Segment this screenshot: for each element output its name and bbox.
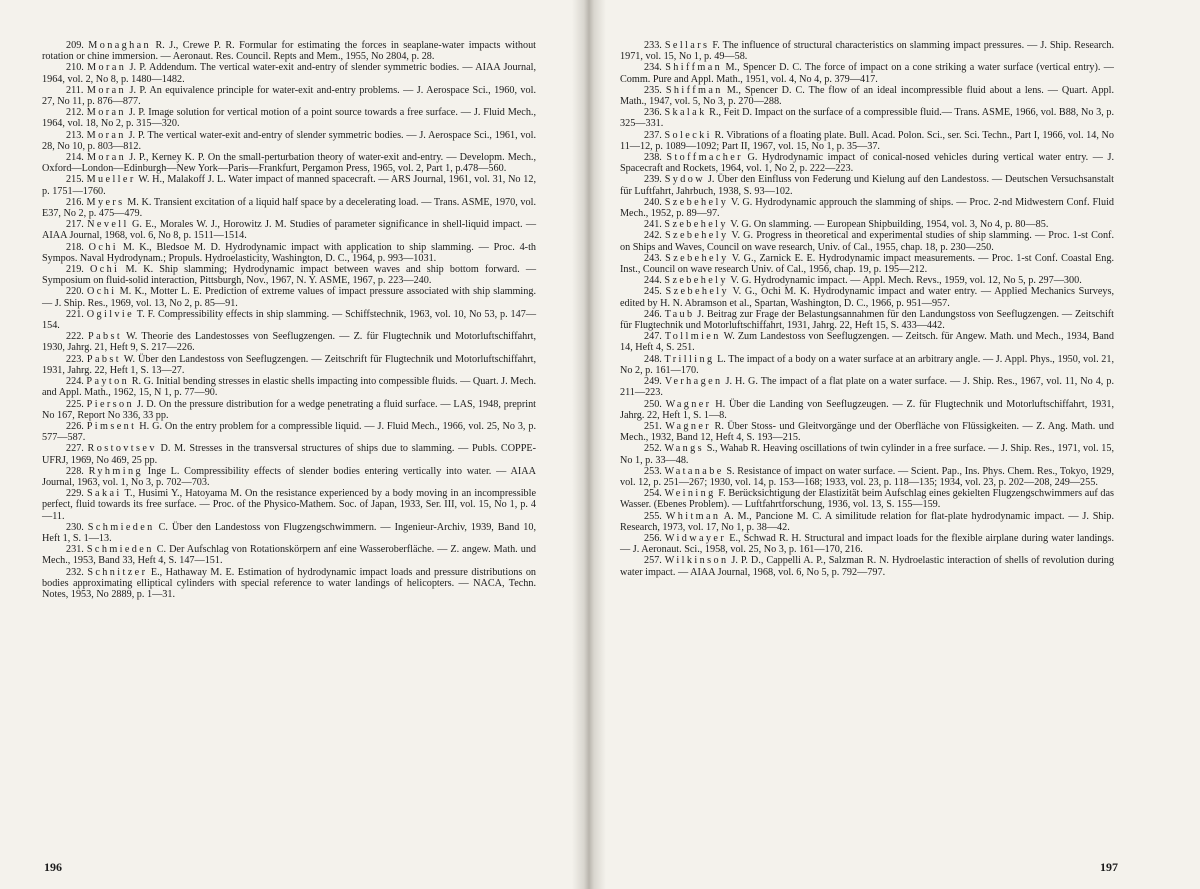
reference-entry [620,466,1114,488]
reference-text: W. H., Malakoff J. L. Water impact of manned spacecraft. — ARS Journal, 1961, vol. 31, No 12, p. 1751—1760. [42,174,536,197]
reference-number: 213. [66,129,84,141]
reference-number: 248. [644,353,662,365]
reference-entry [620,174,1114,196]
reference-number: 236. [644,107,662,119]
reference-number: 251. [644,420,662,432]
reference-entry [42,544,536,566]
reference-text: V. G. Hydrodynamic impact. — Appl. Mech. Revs., 1959, vol. 12, No 5, p. 297—300. [727,275,1082,287]
reference-number: 233. [644,40,662,51]
reference-entry [42,331,536,353]
reference-text: H. G. On the entry problem for a compressible liquid. — J. Fluid Mech., 1966, vol. 25, No 3, p. 577—587. [42,420,537,444]
reference-entry [42,286,536,308]
reference-author: Mueller [86,174,136,186]
reference-number: 239. [644,174,662,186]
reference-number: 210. [66,62,84,74]
reference-number: 215. [66,174,84,186]
reference-entry [620,275,1114,286]
reference-author: Schnitzer [87,566,148,578]
reference-text: M. K., Motter L. E. Prediction of extreme values of impact pressure associated with ship slamming. — J. Ship. Res., 1969, vol. 13, No 2, p. 85—91. [42,286,537,309]
reference-number: 221. [66,308,84,320]
reference-number: 238. [644,152,662,164]
reference-text: C. Der Aufschlag von Rotationskörpern anf eine Wasseroberfläche. — Z. angew. Math. und Mech., 1953, Band 33, Heft 4, S. 147—151. [42,544,537,567]
reference-text: R. Über Stoss- und Gleitvorgänge und der Oberfläche von Flüssigkeiten. — Z. Ang. Math. und Mech., 1932, Band 12, Heft 4, S. 193—215. [620,420,1115,444]
reference-text: W. Zum Landestoss von Seeflugzengen. — Zeitsch. für Angew. Math. und Mech., 1934, Band 14, Heft 4, S. 251. [620,331,1114,354]
reference-author: Myers [86,196,125,208]
reference-author: Schmieden [87,521,155,533]
reference-entry [620,309,1114,331]
reference-entry [42,309,536,331]
reference-author: Watanabe [664,465,724,477]
reference-number: 237. [644,129,662,141]
reference-author: Widwayer [664,532,727,544]
reference-number: 230. [66,521,84,533]
reference-entry [42,242,536,264]
reference-author: Szebehely [664,275,728,287]
reference-entry [620,62,1114,84]
reference-entry [42,40,536,62]
reference-author: Sakai [86,488,122,500]
reference-number: 250. [644,398,662,410]
reference-text: M., Spencer D. C. The flow of an ideal incompressible fluid about a lens. — Quart. Appl. Math., 1947, vol. 5, No 3, p. 270—288. [620,84,1115,108]
reference-author: Sydow [664,174,706,186]
reference-entry [42,130,536,152]
reference-number: 249. [644,376,662,388]
reference-author: Taub [664,308,695,320]
reference-author: Moran [86,84,127,96]
reference-entry [42,522,536,544]
reference-entry [42,399,536,421]
reference-entry [42,152,536,174]
reference-entry [620,399,1114,421]
reference-number: 227. [66,443,84,455]
reference-text: Inge L. Compressibility effects of slender bodies entering vertically into water. — AIAA Journal, 1963, vol. 1, No 3, p. 702—703. [42,465,536,488]
reference-entry [620,253,1114,275]
reference-text: H. Über die Landing von Seeflugzeugen. — Z. für Flugtechnik und Motorluftschiffahrt, 1931, Jahrg. 22, Heft 1, S. 1—8. [620,398,1114,421]
reference-author: Wilkinson [664,555,729,567]
reference-text: L. The impact of a body on a water surface at an arbitrary angle. — J. Appl. Phys., 1950, vol. 21, No 2, p. 161—170. [620,353,1114,376]
reference-entry [42,264,536,286]
reference-author: Sellars [664,40,710,51]
reference-entry [620,354,1114,376]
reference-text: M. K. Ship slamming; Hydrodynamic impact between waves and ship bottom forward. — Symposium on fluid-solid interaction, Pittsburgh, Nov., 1967, N. Y. ASME, 1967, p. 223—240. [42,264,537,287]
reference-author: Pimsent [86,420,137,432]
reference-entry [42,107,536,129]
reference-number: 246. [644,308,662,320]
reference-text: T. F. Compressibility effects in ship slamming. — Schiffstechnik, 1963, vol. 10, No 53, p. 147—154. [42,308,537,332]
reference-entry [42,174,536,196]
reference-author: Szebehely [664,230,729,242]
reference-number: 232. [66,566,84,578]
reference-entry [42,376,536,398]
reference-number: 253. [644,465,662,477]
reference-author: Schmieden [86,544,154,556]
reference-entry [620,488,1114,510]
reference-author: Nevell [87,219,129,231]
reference-entry [42,443,536,465]
reference-number: 223. [66,353,84,365]
reference-entry [620,230,1114,252]
reference-entry [42,567,536,601]
reference-text: R. J., Crewe P. R. Formular for estimating the forces in seaplane-water impacts without rotation or chine immersion. — Aeronaut. Res. Council. Repts and Mem., 1955, No 2804, p. 28. [42,40,537,63]
reference-author: Ryhming [88,465,143,477]
reference-author: Moran [87,62,127,74]
reference-entry [620,197,1114,219]
reference-text: D. M. Stresses in the transversal structures of ships due to slamming. — Publs. COPPE-UFRJ, 1969, No 469, 25 pp. [42,443,537,466]
reference-text: R., Feit D. Impact on the surface of a compressible fluid.— Trans. ASME, 1966, vol. B88, No 3, p. 325—331. [620,107,1114,130]
reference-number: 235. [644,84,662,96]
reference-number: 240. [644,196,662,208]
reference-number: 222. [66,331,84,343]
reference-text: A. M., Pancione M. C. A similitude relation for flat-plate hydrodynamic impact. — J. Ship. Research, 1973, vol. 17, No 1, p. 38—42. [620,510,1114,533]
reference-text: E., Hathaway M. E. Estimation of hydrodynamic impact loads and pressure distributions on bodies approximating elliptical cylinders with special reference to water landings of helicopters. — NACA, Techn. Notes, 1953, No 2889, p. 1—31. [42,566,537,600]
right-reference-list [620,40,1114,578]
reference-text: F. The influence of structural characteristics on slamming impact pressures. — J. Ship. Research. 1971, vol. 15, No 1, p. 49—58. [620,40,1115,63]
reference-text: W. Über den Landestoss von Seeflugzengen. — Zeitschrift für Flugtechnik und Motorluftschiffahrt, 1931, Jahrg. 22, Heft 1, S. 13—27. [42,353,536,376]
reference-number: 217. [66,219,84,231]
reference-author: Tollmien [664,331,721,343]
reference-entry [42,466,536,488]
reference-author: Ochi [87,286,117,298]
reference-number: 220. [66,286,84,298]
reference-author: Weining [664,488,716,500]
reference-text: J. P. Addendum. The vertical water-exit and-entry of slender symmetric bodies. — AIAA Journal, 1964, vol. 2, No 8, p. 1480—1482. [42,62,536,85]
right-page-number: 197 [1100,860,1118,874]
book-gutter [572,0,606,889]
reference-number: 241. [644,219,662,231]
reference-text: J. P. The vertical water-exit and-entry of slender symmetric bodies. — J. Aerospace Sci., 1961, vol. 28, No 10, p. 803—812. [42,129,536,152]
reference-entry [620,130,1114,152]
reference-entry [42,354,536,376]
left-reference-list [42,40,536,600]
reference-author: Ogilvie [86,308,135,320]
reference-author: Monaghan [88,40,152,51]
reference-entry [620,40,1114,62]
reference-number: 216. [66,196,84,208]
reference-text: C. Über den Landestoss von Flugzengschwimmern. — Ingenieur-Archiv, 1939, Band 10, Heft 1, S. 1—13. [42,521,536,544]
reference-entry [42,488,536,522]
reference-author: Trilling [664,353,715,365]
reference-author: Shiffman [665,62,723,74]
reference-text: J. P., Kerney K. P. On the small-perturbation theory of water-exit and-entry. — Developm. Mech., Oxford—London—Edinburgh—New York—Paris—Frankfurt, Pergamon Press, 1965, vol. 2, Part 1, p.478—560. [42,152,537,175]
reference-text: F. Berücksichtigung der Elastizität beim Aufschlag eines gekielten Flugzengschwimmers auf das Wasser. (Ebenes Problem). — Luftfahrtforschung, 1936, vol. 13, S. 155—159. [620,488,1115,511]
reference-text: R. Vibrations of a floating plate. Bull. Acad. Polon. Sci., ser. Sci. Techn., Part I, 1966, vol. 14, No 11—12, p. 1089—1092; Part II, 1967, vol. 15, No 1, p. 35—37. [620,129,1114,152]
reference-author: Rostovtsev [87,443,157,455]
reference-number: 231. [66,544,84,556]
reference-number: 255. [644,510,662,522]
reference-text: S. Resistance of impact on water surface. — Scient. Pap., Ins. Phys. Chem. Res., Tokyo, 1929, vol. 12, p. 251—267; 1930, vol. 14, p. 153—168; 1933, vol. 23, p. 118—135; 1934, vol. 23, p. 202—208, 249—255. [620,465,1114,488]
right-page [620,40,1114,879]
reference-number: 225. [66,398,84,410]
reference-entry [42,85,536,107]
reference-author: Ochi [89,264,120,276]
reference-entry [620,286,1114,308]
reference-author: Solecki [664,129,712,141]
reference-author: Pierson [86,398,135,410]
reference-text: V. G. Hydrodynamic approuch the slamming of ships. — Proc. 2-nd Midwestern Conf. Fluid Mech., 1952, p. 89—97. [620,196,1114,220]
reference-entry [620,376,1114,398]
reference-text: J. D. On the pressure distribution for a wedge penetrating a fluid surface. — LAS, 1948, preprint No 167, Report No 336, 33 pp. [42,398,536,421]
reference-number: 234. [644,62,662,74]
reference-number: 242. [644,230,662,242]
reference-author: Whitman [665,510,721,522]
reference-number: 226. [66,420,84,432]
reference-number: 257. [644,555,662,567]
reference-author: Pabst [88,331,123,343]
reference-number: 212. [66,107,84,119]
reference-text: V. G. On slamming. — European Shipbuilding, 1954, vol. 3, No 4, p. 80—85. [727,219,1049,231]
reference-text: J. P. An equivalence principle for water-exit and-entry problems. — J. Aerospace Sci., 1960, vol. 27, No 11, p. 876—877. [42,84,536,108]
reference-text: E., Schwad R. H. Structural and impact loads for the flexible airplane during water landings. — J. Aeronaut. Sci., 1958, vol. 25, No 3, p. 161—170, 216. [620,532,1114,556]
reference-text: V. G., Zarnick E. E. Hydrodynamic impact measurements. — Proc. 1-st Conf. Coastal Eng. Inst., Council on wave research Univ. of Cal., 1956, chap. 19, p. 195—212. [620,252,1114,276]
reference-text: J. P. Image solution for vertical motion of a point source towards a free surface. — J. Fluid Mech., 1964, vol. 18, No 2, p. 315—320. [42,107,537,130]
reference-entry [620,331,1114,353]
reference-author: Moran [86,129,126,141]
reference-author: Wagner [665,398,712,410]
reference-author: Moran [86,107,126,119]
reference-author: Szebehely [664,219,728,231]
reference-text: J. Beitrag zur Frage der Belastungsannahmen für den Landungstoss von Seeflugzengen. — Zeitschift für Flugtechnik und Motorluftschiffahrt, 1931, Jahrg. 22, Heft 15, S. 433—442. [620,308,1115,332]
reference-entry [42,219,536,241]
reference-text: J. Über den Einfluss von Federung und Kielung auf den Landestoss. — Deutschen Versuchsanstalt für Luftfahrt, Jahrbuch, 1938, S. 93—102. [620,174,1114,197]
reference-author: Payton [86,376,130,388]
left-page-number: 196 [44,860,62,874]
reference-text: M., Spencer D. C. The force of impact on a cone striking a water surface (vertical entry). — Comm. Pure and Appl. Math., 1951, vol. 4, No 4, p. 379—417. [620,62,1114,85]
reference-author: Moran [86,152,127,164]
reference-entry [620,219,1114,230]
reference-text: G. Hydrodynamic impact of conical-nosed vehicles during vertical water entry. — J. Spacecraft and Rockets, 1964, vol. 1, No 2, p. 222—223. [620,152,1114,175]
reference-entry [620,152,1114,174]
reference-text: M. K., Bledsoe M. D. Hydrodynamic impact with application to ship slamming. — Proc. 4-th Sympos. Naval Hydrodynam.; Propuls. Hydroelasticity, Washington, D. C., 1964, p. 993—1031. [42,241,537,264]
reference-text: W. Theorie des Landestosses von Seeflugzengen. — Z. für Flugtechnik und Motorluftschiffahrt, 1930, Jahrg. 21, Heft 9, S. 217—226. [42,331,536,354]
reference-entry [620,533,1114,555]
reference-entry [620,443,1114,465]
reference-text: G. E., Morales W. J., Horowitz J. M. Studies of parameter significance in shell-liquid impact. — AIAA Journal, 1968, vol. 6, No 8, p. 1511—1514. [42,219,537,242]
reference-entry [42,197,536,219]
reference-author: Wagner [665,420,712,432]
reference-author: Wangs [664,443,705,455]
reference-entry [620,107,1114,129]
reference-text: J. P. D., Cappelli A. P., Salzman R. N. Hydroelastic interaction of shells of revolution during water impact. — AIAA Journal, 1968, vol. 6, No 5, p. 792—797. [620,555,1114,578]
reference-text: J. H. G. The impact of a flat plate on a water surface. — J. Ship. Res., 1967, vol. 11, No 4, p. 211—223. [620,376,1114,399]
reference-author: Szebehely [665,252,729,264]
reference-number: 228. [66,465,84,477]
reference-author: Stoffmacher [666,152,743,164]
reference-entry [42,62,536,84]
reference-number: 252. [644,443,662,455]
reference-number: 219. [66,264,84,276]
reference-author: Skalak [664,107,707,119]
reference-author: Verhagen [664,376,723,388]
reference-author: Pabst [86,353,121,365]
reference-text: S., Wahab R. Heaving oscillations of twin cylinder in a free surface. — J. Ship. Res., 1971, vol. 15, No 1, p. 33—48. [620,443,1115,466]
reference-entry [620,555,1114,577]
reference-number: 256. [644,532,662,544]
reference-number: 214. [66,152,84,164]
reference-number: 229. [66,488,84,500]
reference-text: M. K. Transient excitation of a liquid half space by a decelerating load. — Trans. ASME, 1970, vol. E37, No 2, p. 475—479. [42,196,536,220]
reference-number: 254. [644,488,662,500]
reference-number: 211. [66,84,84,96]
reference-entry [42,421,536,443]
reference-number: 218. [66,241,84,253]
reference-entry [620,421,1114,443]
reference-text: V. G. Progress in theoretical and experimental studies of ship slamming. — Proc. 1-st Conf. on Ships and Waves, Council on wave research, Univ. of Cal., 1955, chap. 18, p. 230—250. [620,230,1114,253]
reference-text: T., Husimi Y., Hatoyama M. On the resistance experienced by a body moving in an incompressible perfect, fluid towards its free surface. — Proc. of the Physico-Mathem. Soc. of Japan, 1933, Ser. III, vol. 15, No 1, p. 4—11. [42,488,536,522]
reference-number: 244. [644,275,662,287]
reference-number: 209. [66,40,84,51]
reference-number: 247. [644,331,662,343]
reference-entry [620,511,1114,533]
reference-number: 224. [66,376,84,388]
reference-author: Szebehely [665,286,730,298]
reference-number: 243. [644,252,662,264]
reference-author: Szebehely [664,196,729,208]
reference-text: V. G., Ochi M. K. Hydrodynamic impact and water entry. — Applied Mechanics Surveys, edited by H. N. Abramson et al., Spartan, Washington, D. C., 1966, p. 951—957. [620,286,1114,309]
left-page [42,40,536,879]
reference-author: Ochi [88,241,119,253]
reference-entry [620,85,1114,107]
reference-author: Shiffman [665,84,723,96]
reference-text: R. G. Initial bending stresses in elastic shells impacting into compessible fluids. — Quart. J. Mech. and Appl. Math., 1962, 15, N 1, p. 77—90. [42,376,537,399]
reference-number: 245. [644,286,662,298]
